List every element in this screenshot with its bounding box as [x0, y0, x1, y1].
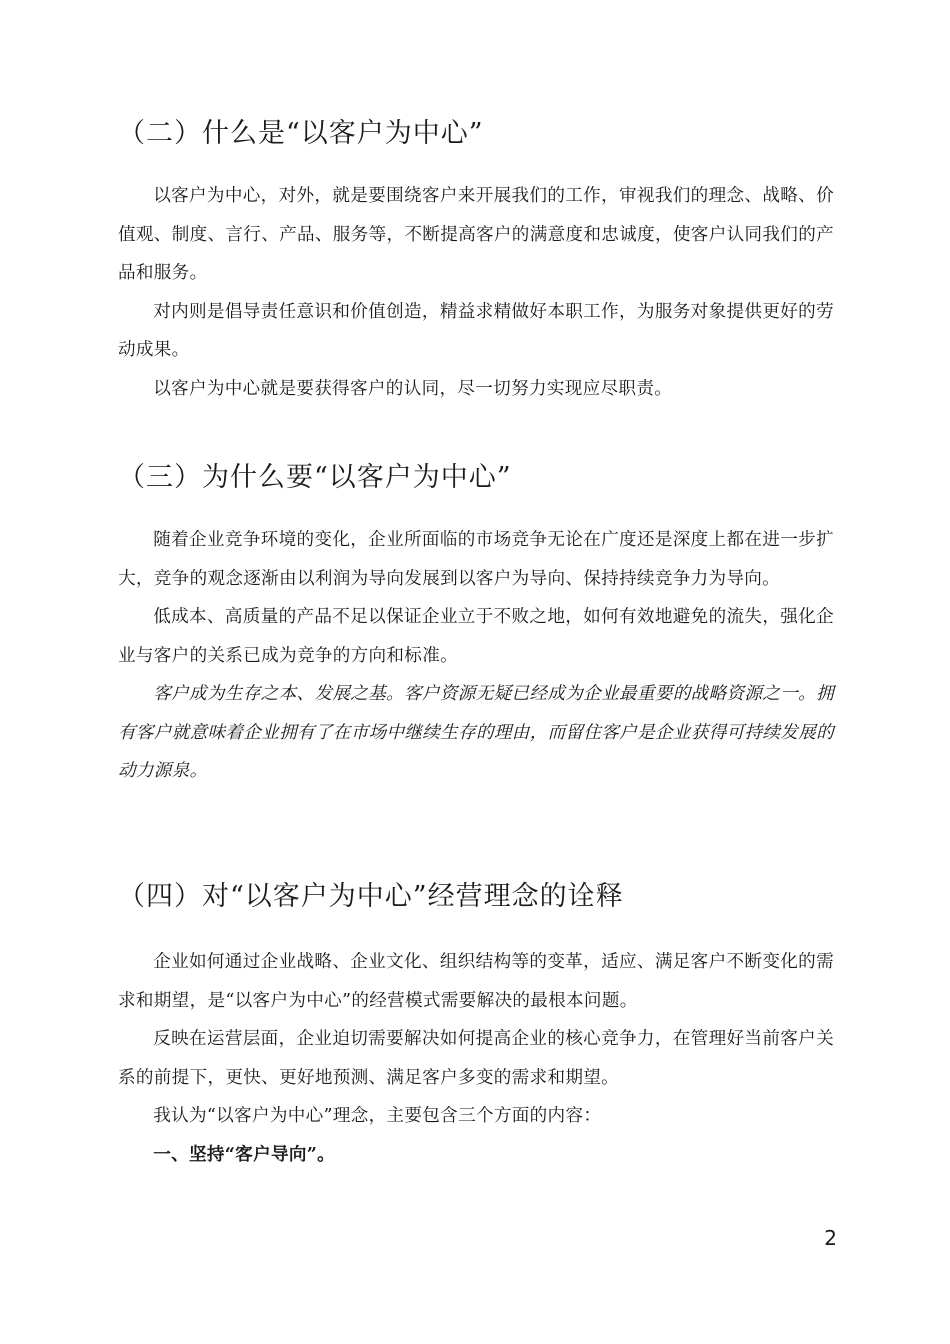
section-3-heading: （三）为什么要“以客户为中心” [118, 462, 512, 493]
section-4-bold-item: 一、坚持“客户导向”。 [153, 1143, 336, 1165]
section-4-paragraph-3: 我认为“以客户为中心”理念，主要包含三个方面的内容： [153, 1106, 602, 1126]
section-3-paragraph-3: 客户成为生存之本、发展之基。客户资源无疑已经成为企业最重要的战略资源之一。拥有客户就意味着企业拥有了在市场中继续生存的理由，而留住客户是企业获得可持续发展的动力源泉。 [118, 684, 834, 781]
section-2-paragraph-3: 以客户为中心就是要获得客户的认同，尽一切努力实现应尽职责。 [153, 378, 673, 399]
section-2-heading: （二）什么是“以客户为中心” [118, 118, 484, 149]
section-4-body [118, 943, 834, 1174]
section-3-body [118, 521, 834, 791]
section-4-heading: （四）对“以客户为中心”经营理念的诠释 [118, 881, 624, 912]
page-number: 2 [824, 1226, 837, 1250]
section-3-paragraph-2: 低成本、高质量的产品不足以保证企业立于不败之地，如何有效地避免的流失，强化企业与客户的关系已成为竞争的方向和标准。 [118, 607, 834, 666]
section-2-paragraph-2: 对内则是倡导责任意识和价值创造，精益求精做好本职工作，为服务对象提供更好的劳动成果。 [118, 301, 834, 360]
section-4-paragraph-2: 反映在运营层面，企业迫切需要解决如何提高企业的核心竞争力，在管理好当前客户关系的前提下，更快、更好地预测、满足客户多变的需求和期望。 [118, 1029, 834, 1088]
section-3-paragraph-1: 随着企业竞争环境的变化，企业所面临的市场竞争无论在广度还是深度上都在进一步扩大，竞争的观念逐渐由以利润为导向发展到以客户为导向、保持持续竞争力为导向。 [118, 530, 834, 589]
section-2-body [118, 177, 834, 408]
section-4-paragraph-1: 企业如何通过企业战略、企业文化、组织结构等的变革，适应、满足客户不断变化的需求和期望，是“以客户为中心”的经营模式需要解决的最根本问题。 [118, 952, 834, 1011]
section-2-paragraph-1: 以客户为中心，对外，就是要围绕客户来开展我们的工作，审视我们的理念、战略、价值观、制度、言行、产品、服务等，不断提高客户的满意度和忠诚度，使客户认同我们的产品和服务。 [118, 186, 834, 283]
